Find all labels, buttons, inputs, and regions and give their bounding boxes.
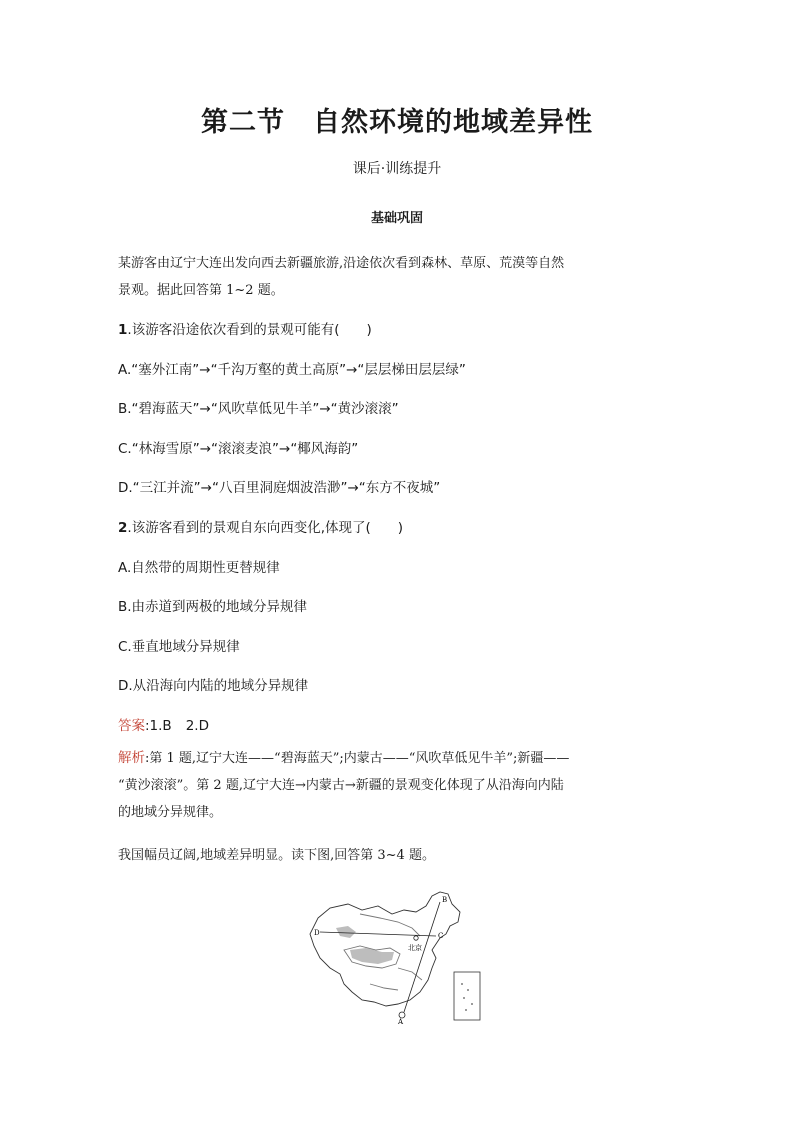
question-1-option-c: C.“林海雪原”→“滚滚麦浪”→“椰风海韵” — [118, 441, 359, 457]
question-2-option-d: D.从沿海向内陆的地域分异规律 — [118, 678, 309, 694]
analysis-line — [118, 745, 678, 772]
south-china-sea-inset — [454, 972, 480, 1020]
beijing-marker — [414, 936, 418, 940]
map-label-c: C — [438, 932, 444, 940]
question-2-stem — [118, 516, 678, 536]
analysis-line: 的地域分异规律。 — [118, 805, 223, 820]
map-shaded-regions — [336, 926, 394, 964]
question-2-option-c: C.垂直地域分异规律 — [118, 639, 240, 655]
map-label-beijing: 北京 — [408, 944, 422, 952]
intro-line: 景观。据此回答第 1~2 题。 — [118, 283, 284, 298]
page-subtitle: 课后·训练提升 — [352, 161, 442, 177]
intro-line: 我国幅员辽阔,地域差异明显。读下图,回答第 3~4 题。 — [118, 848, 435, 863]
answer-2: 2.D — [185, 718, 209, 734]
question-text: .该游客看到的景观自东向西变化,体现了( ) — [127, 520, 404, 536]
question-1-option-b: B.“碧海蓝天”→“风吹草低见牛羊”→“黄沙滚滚” — [118, 401, 399, 417]
map-label-d: D — [314, 929, 320, 937]
map-line-b-a — [404, 902, 440, 1012]
question-1-option-a: A.“塞外江南”→“千沟万壑的黄土高原”→“层层梯田层层绿” — [118, 362, 466, 378]
analysis-text: :第 1 题,辽宁大连——“碧海蓝天”;内蒙古——“风吹草低见牛羊”;新疆—— — [145, 751, 570, 766]
intro-paragraph-1 — [118, 250, 678, 304]
question-number: 1 — [118, 322, 128, 338]
intro-line: 某游客由辽宁大连出发向西去新疆旅游,沿途依次看到森林、草原、荒漠等自然 — [118, 256, 565, 271]
page-title: 第二节 自然环境的地域差异性 — [201, 107, 593, 138]
question-1-stem — [118, 318, 678, 338]
question-text: .该游客沿途依次看到的景观可能有( ) — [127, 322, 372, 338]
answer-label: 答案 — [118, 718, 145, 734]
analysis-paragraph — [118, 745, 678, 826]
china-map — [300, 888, 500, 1028]
inset-islands — [461, 983, 473, 1011]
map-label-a: A — [398, 1018, 404, 1026]
question-2-option-a: A.自然带的周期性更替规律 — [118, 560, 280, 576]
question-number: 2 — [118, 520, 128, 536]
answer-line — [118, 714, 678, 734]
question-2-option-b: B.由赤道到两极的地域分异规律 — [118, 599, 308, 615]
map-label-b: B — [442, 896, 448, 904]
question-1-option-d: D.“三江并流”→“八百里洞庭烟波浩渺”→“东方不夜城” — [118, 480, 441, 496]
analysis-label: 解析 — [118, 750, 145, 766]
intro-paragraph-2 — [118, 842, 678, 869]
analysis-line: “黄沙滚滚”。第 2 题,辽宁大连→内蒙古→新疆的景观变化体现了从沿海向内陆 — [118, 778, 564, 793]
answer-1: :1.B — [145, 718, 172, 734]
section-heading: 基础巩固 — [370, 211, 423, 226]
